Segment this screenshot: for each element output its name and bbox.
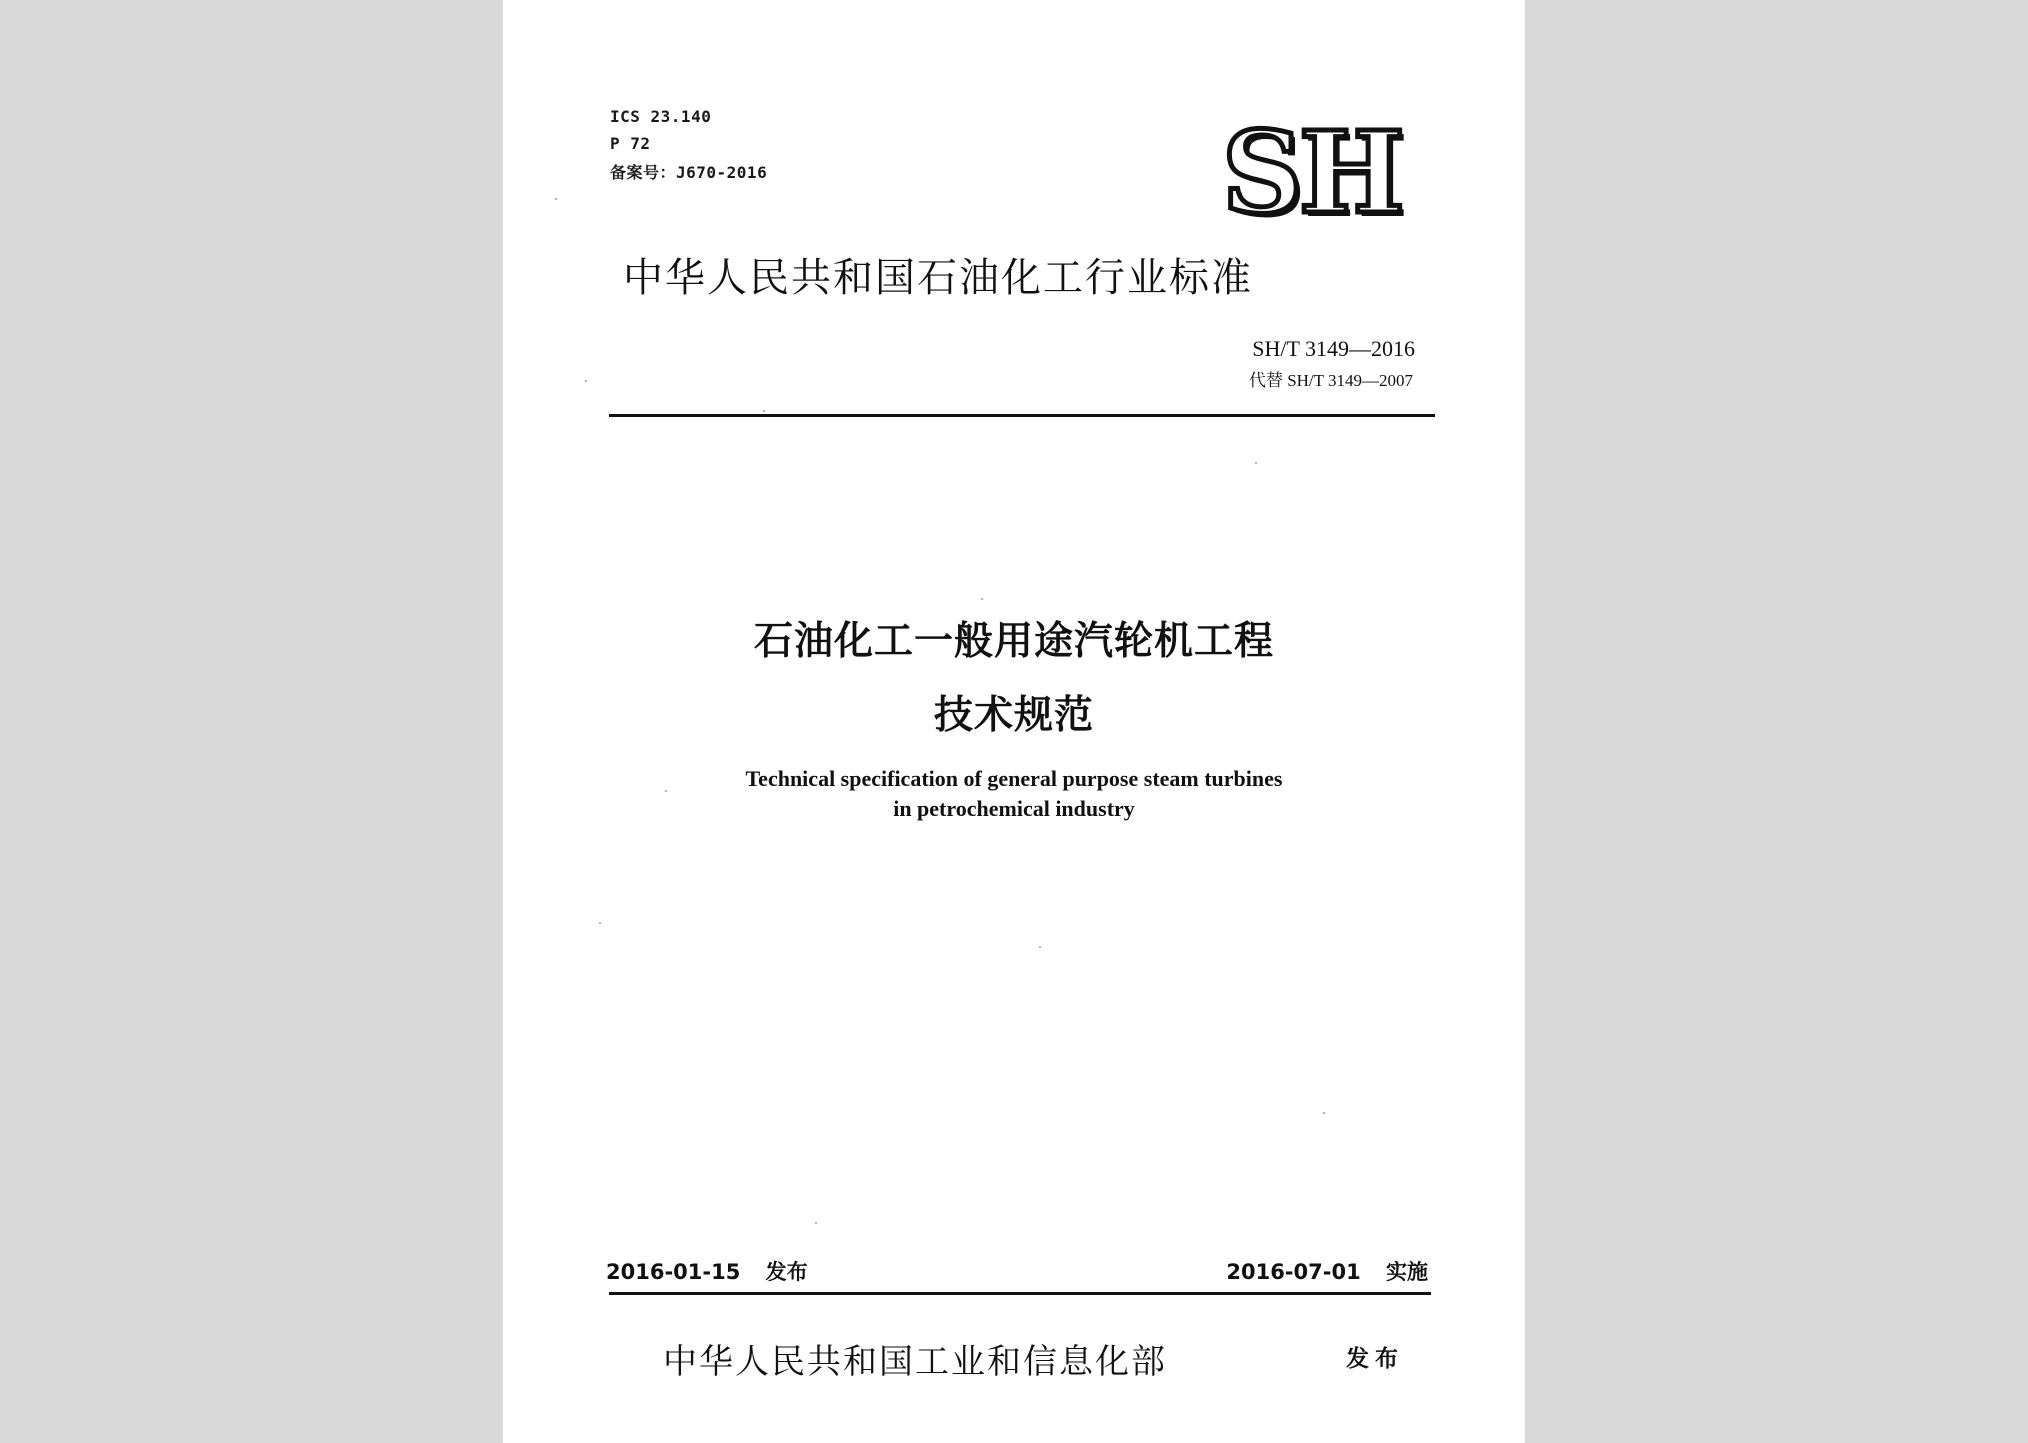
issue-date: 2016-01-15 (606, 1260, 741, 1284)
issue-date-group (606, 1256, 808, 1286)
ccs-code: P 72 (610, 134, 651, 153)
standard-category-title: 中华人民共和国石油化工行业标准 (623, 255, 1253, 301)
implement-date: 2016-07-01 (1226, 1260, 1361, 1284)
title-cn-line1: 石油化工一般用途汽轮机工程 (753, 619, 1274, 664)
standard-number: SH/T 3149—2016 (1252, 336, 1415, 361)
issue-label: 发布 (765, 1260, 808, 1284)
document-page (503, 0, 1525, 1443)
issuer-name: 中华人民共和国工业和信息化部 (663, 1342, 1167, 1382)
scan-speck (555, 198, 557, 200)
replaces-standard: 代替 SH/T 3149—2007 (1248, 371, 1413, 390)
implement-date-group (1226, 1256, 1428, 1286)
title-en-line2: in petrochemical industry (893, 796, 1135, 821)
scan-speck (815, 1222, 817, 1224)
footer-divider (609, 1292, 1431, 1295)
ics-code: ICS 23.140 (610, 107, 712, 126)
title-cn-line2: 技术规范 (933, 693, 1094, 738)
scan-speck (1323, 1112, 1325, 1114)
scan-speck (981, 598, 983, 600)
scan-speck (585, 380, 587, 382)
sh-logo: SH (1222, 108, 1401, 239)
scan-speck (763, 410, 765, 412)
header-divider (609, 414, 1435, 417)
title-en-line1: Technical specification of general purpose steam turbines (745, 766, 1283, 791)
scan-speck (1255, 462, 1257, 464)
record-number: 备案号：J670-2016 (610, 163, 768, 182)
scan-speck (599, 922, 601, 924)
issuer-suffix: 发布 (1346, 1346, 1404, 1372)
scan-speck (1039, 946, 1041, 948)
implement-label: 实施 (1386, 1260, 1428, 1284)
scan-speck (665, 790, 667, 792)
